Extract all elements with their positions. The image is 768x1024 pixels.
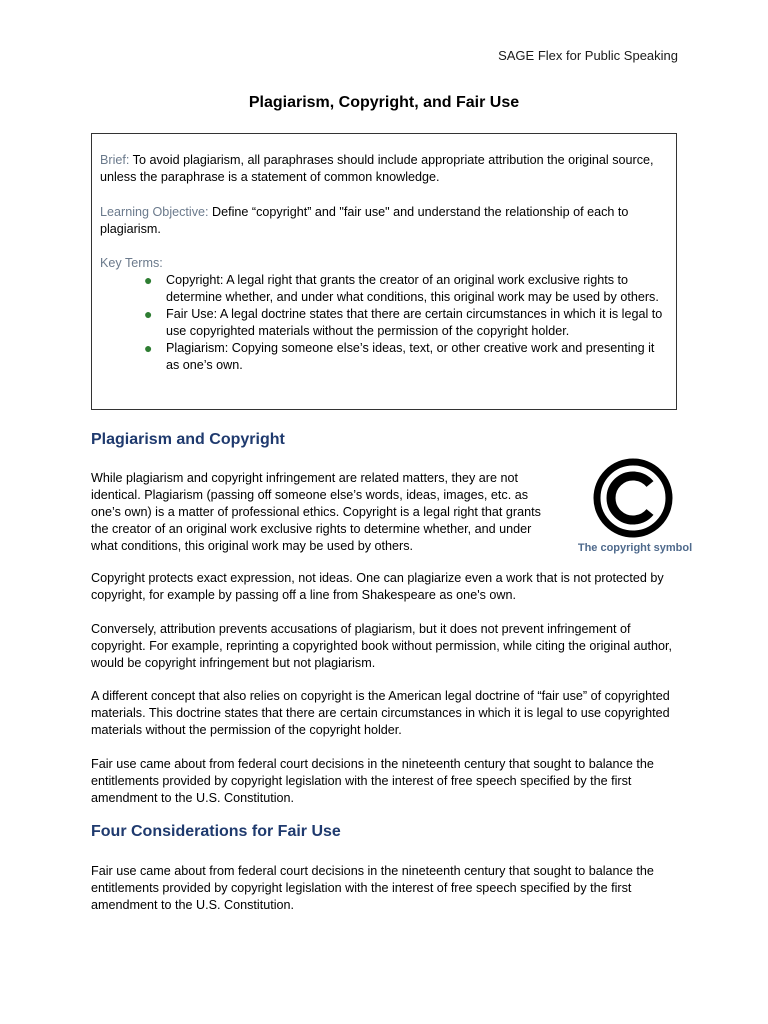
paragraph: A different concept that also relies on copyright is the American legal doctrine of “fair use” of copyrighted materials. This doctrine states that there are certain circumstances in which it is legal to use copyrighted materials without the permission of the copyright holder. [91, 689, 670, 737]
paragraph: Conversely, attribution prevents accusations of plagiarism, but it does not prevent infringement of copyright. For example, reprinting a copyrighted book without permission, while citing the original author, would be copyright infringement but not plagiarism. [91, 622, 673, 670]
document-title: Plagiarism, Copyright, and Fair Use [248, 94, 520, 111]
key-term-item [144, 272, 668, 306]
learning-objective-paragraph [100, 204, 668, 238]
summary-box [91, 133, 677, 410]
key-term-text: Fair Use: A legal doctrine states that there are certain circumstances in which it is legal to use copyrighted materials without the permission of the copyright holder. [166, 307, 663, 338]
bullet-icon: ● [144, 340, 153, 356]
key-term-text: Copyright: A legal right that grants the creator of an original work exclusive rights to determine whether, and under what conditions, this original work may be used by others. [166, 273, 659, 304]
brief-paragraph [100, 152, 668, 186]
paragraph: Copyright protects exact expression, not ideas. One can plagiarize even a work that is not protected by copyright, for example by passing off a line from Shakespeare as one's own. [91, 571, 664, 602]
key-terms-list [100, 272, 668, 374]
key-terms-label: Key Terms: [100, 256, 163, 270]
section-heading-plagiarism-copyright: Plagiarism and Copyright [91, 431, 285, 448]
key-term-text: Plagiarism: Copying someone else’s ideas, text, or other creative work and presenting it as one’s own. [166, 341, 655, 372]
paragraph: While plagiarism and copyright infringement are related matters, they are not identical. Plagiarism (passing off someone else’s words, ideas, images, etc. as one’s own) is a matter of professional ethics. Copyright is a legal right that grants the creator of an original work exclusive rights to determine whether, and under what conditions, this original work may be used by others. [91, 471, 541, 553]
paragraph: Fair use came about from federal court decisions in the nineteenth century that sought to balance the entitlements provided by copyright legislation with the interest of free speech specified by the first amendment to the U.S. Constitution. [91, 864, 654, 912]
brief-label: Brief: [100, 153, 130, 167]
key-term-item [144, 340, 668, 374]
key-term-item [144, 306, 668, 340]
figure-caption: The copyright symbol [577, 542, 693, 554]
copyright-symbol-icon [588, 458, 678, 548]
learning-objective-label: Learning Objective: [100, 205, 209, 219]
bullet-icon: ● [144, 272, 153, 288]
learning-objective-text: Define “copyright” and "fair use" and understand the relationship of each to plagiarism. [100, 205, 629, 236]
bullet-icon: ● [144, 306, 153, 322]
paragraph: Fair use came about from federal court decisions in the nineteenth century that sought to balance the entitlements provided by copyright legislation with the interest of free speech specified by the first amendment to the U.S. Constitution. [91, 757, 654, 805]
section-heading-four-considerations: Four Considerations for Fair Use [91, 823, 341, 840]
running-header: SAGE Flex for Public Speaking [498, 48, 678, 63]
brief-text: To avoid plagiarism, all paraphrases should include appropriate attribution the original source, unless the paraphrase is a statement of common knowledge. [100, 153, 654, 184]
